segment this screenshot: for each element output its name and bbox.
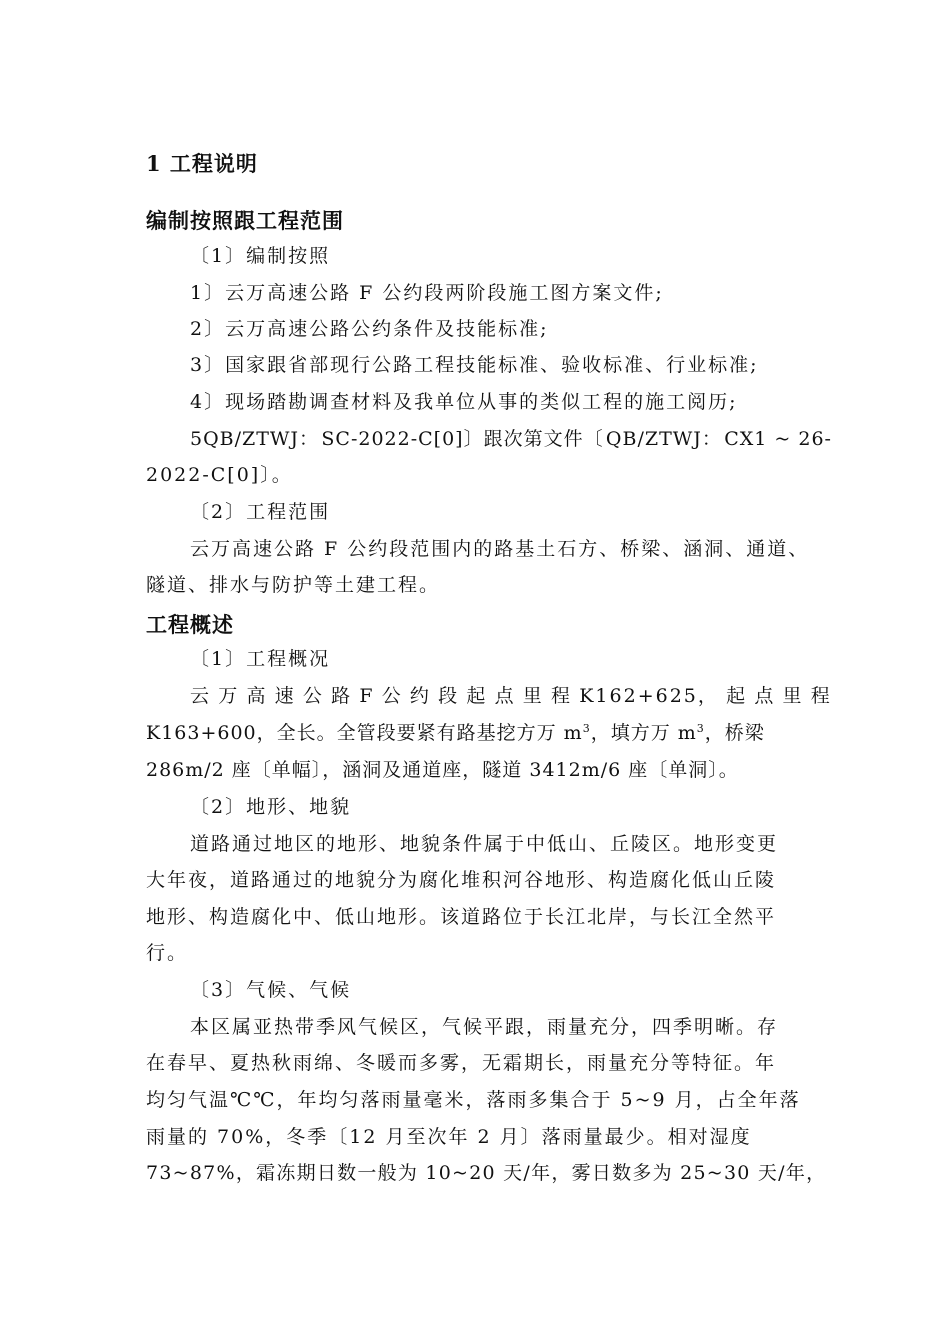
overview-word: 段: [438, 685, 460, 707]
superscript-3: 3: [582, 722, 591, 735]
overview-word: 起: [726, 685, 748, 707]
basis-label: 〔1〕编制按照: [190, 245, 331, 267]
overview-line-2: [146, 720, 765, 746]
overview-word: 高: [246, 685, 268, 707]
overview-word: 程: [810, 685, 832, 707]
basis-item-5-part-4: CX1 ~ 26-: [724, 428, 832, 450]
terrain-label: 〔2〕地形、地貌: [190, 796, 352, 818]
basis-item-5-part-3: QB/ZTWJ：: [605, 428, 722, 450]
overview-line-2-b: ，填方万 m: [590, 722, 697, 744]
overview-word: 云: [190, 685, 212, 707]
terrain-line-4: 行。: [146, 942, 189, 964]
overview-label: 〔1〕工程概况: [190, 648, 331, 670]
climate-line-5: 73~87%，霜冻期日数一般为 10~20 天/年，雾日数多为 25~30 天/年，: [146, 1162, 827, 1184]
overview-word: 速: [274, 685, 296, 707]
climate-line-1: 本区属亚热带季风气候区，气候平跟，雨量充分，四季明晰。存: [190, 1016, 779, 1038]
overview-line-3: 286m/2 座〔单幅〕，涵洞及通道座，隧道 3412m/6 座〔单洞〕。: [146, 759, 739, 781]
basis-item-5-part-2: SC-2022-C[0]〕跟次第文件〔: [321, 428, 604, 450]
superscript-3: 3: [696, 722, 705, 735]
scope-line-1: 云万高速公路 F 公约段范围内的路基土石方、桥梁、涵洞、通道、: [190, 538, 810, 560]
overview-word: 万: [218, 685, 240, 707]
overview-word: 路: [331, 685, 353, 707]
climate-label: 〔3〕气候、气候: [190, 979, 352, 1001]
terrain-line-2: 大年夜，道路通过的地貌分为腐化堆积河谷地形、构造腐化低山丘陵: [146, 869, 777, 891]
overview-word: 点: [754, 685, 776, 707]
terrain-line-1: 道路通过地区的地形、地貌条件属于中低山、丘陵区。地形变更: [190, 833, 779, 855]
overview-word: 公: [302, 685, 324, 707]
subsection-title-overview: 工程概述: [146, 612, 234, 637]
basis-item-2: 2〕云万高速公路公约条件及技能标准;: [190, 318, 549, 340]
basis-item-5-part-1: 5QB/ZTWJ：: [190, 428, 320, 450]
scope-label: 〔2〕工程范围: [190, 501, 331, 523]
climate-line-3: 均匀气温℃℃，年均匀落雨量毫米，落雨多集合于 5~9 月，占全年落: [146, 1089, 801, 1111]
overview-word: 里: [522, 685, 544, 707]
overview-word: 起: [466, 685, 488, 707]
terrain-line-3: 地形、构造腐化中、低山地形。该道路位于长江北岸，与长江全然平: [146, 906, 777, 928]
overview-word: 公: [381, 685, 403, 707]
scope-line-2: 隧道、排水与防护等土建工程。: [146, 574, 441, 596]
subsection-title-basis: 编制按照跟工程范围: [146, 208, 344, 233]
basis-item-3: 3〕国家跟省部现行公路工程技能标准、验收标准、行业标准;: [190, 354, 759, 376]
overview-word: 程: [551, 685, 573, 707]
basis-item-5-line2: 2022-C[0]〕。: [146, 464, 293, 486]
basis-item-1: 1〕云万高速公路 F 公约段两阶段施工图方案文件;: [190, 282, 664, 304]
overview-word: 点: [494, 685, 516, 707]
section-title: 1 工程说明: [146, 151, 258, 176]
basis-item-4: 4〕现场踏勘调查材料及我单位从事的类似工程的施工阅历;: [190, 391, 738, 413]
overview-line-2-a: K163+600，全长。全管段要紧有路基挖方万 m: [146, 722, 583, 744]
overview-word: 里: [782, 685, 804, 707]
overview-word: 约: [409, 685, 431, 707]
overview-word: K162+625，: [579, 685, 719, 707]
climate-line-4: 雨量的 70%，冬季〔12 月至次年 2 月〕落雨量最少。相对湿度: [146, 1126, 752, 1148]
overview-line-2-c: ，桥梁: [704, 722, 765, 744]
climate-line-2: 在春早、夏热秋雨绵、冬暖而多雾，无霜期长，雨量充分等特征。年: [146, 1052, 777, 1074]
overview-line-1: [190, 683, 832, 709]
basis-item-5-line1: [190, 426, 832, 452]
overview-word: F: [359, 685, 375, 707]
